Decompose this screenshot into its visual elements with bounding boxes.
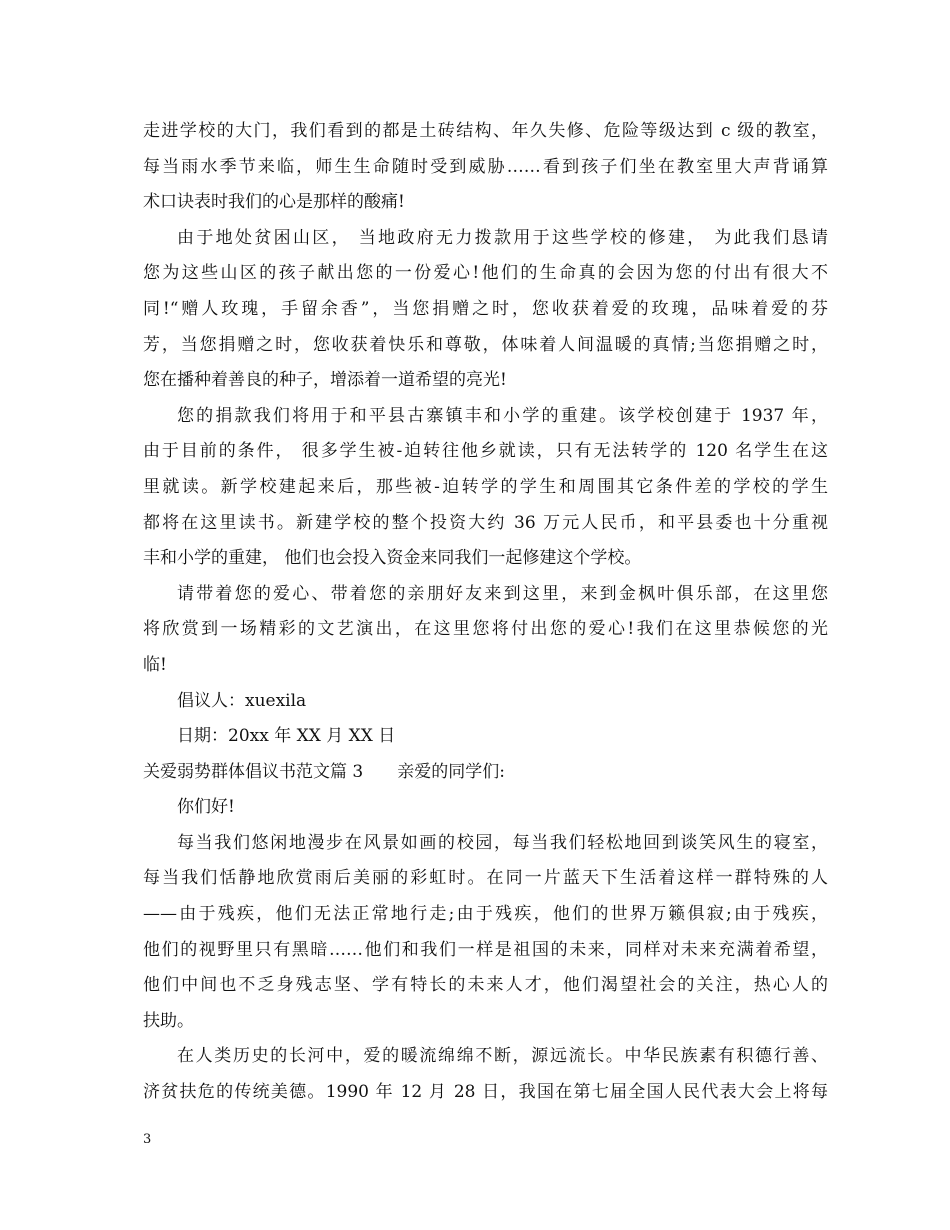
text-line: 您为这些山区的孩子献出您的一份爱心!他们的生命真的会因为您的付出有很大不	[143, 263, 828, 284]
text-line: 倡议人：xuexila	[177, 690, 307, 711]
text-line: 济贫扶危的传统美德。1990 年 12 月 28 日，我国在第七届全国人民代表大会上将每	[143, 1082, 828, 1103]
text-line: 你们好!	[177, 797, 235, 818]
text-line: ——由于残疾，他们无法正常地行走;由于残疾，他们的世界万籁俱寂;由于残疾，	[143, 904, 828, 925]
text-line: 扶助。	[143, 1010, 194, 1031]
text-line: 他们的视野里只有黑暗……他们和我们一样是祖国的未来，同样对未来充满着希望，	[143, 939, 828, 960]
text-line: 每当雨水季节来临，师生生命随时受到威胁……看到孩子们坐在教室里大声背诵算	[143, 156, 828, 177]
text-line: 他们中间也不乏身残志坚、学有特长的未来人才，他们渴望社会的关注，热心人的	[143, 975, 828, 996]
page-number: 3	[143, 1132, 152, 1147]
text-line: 芳，当您捐赠之时，您收获着快乐和尊敬，体味着人间温暖的真情;当您捐赠之时，	[143, 334, 828, 355]
text-line: 您的捐款我们将用于和平县古寨镇丰和小学的重建。该学校创建于 1937 年，	[177, 405, 828, 426]
text-line: 由于目前的条件， 很多学生被-迫转往他乡就读，只有无法转学的 120 名学生在这	[143, 441, 828, 462]
text-line: 里就读。新学校建起来后，那些被-迫转学的学生和周围其它条件差的学校的学生	[143, 476, 828, 497]
document-body	[143, 114, 828, 1111]
text-line: 都将在这里读书。新建学校的整个投资大约 36 万元人民币，和平县委也十分重视	[143, 512, 828, 533]
text-line: 关爱弱势群体倡议书范文篇 3 亲爱的同学们:	[143, 761, 505, 782]
text-line: 在人类历史的长河中，爱的暖流绵绵不断，源远流长。中华民族素有积德行善、	[177, 1046, 828, 1067]
text-line: 临!	[143, 654, 167, 675]
text-line: 走进学校的大门，我们看到的都是土砖结构、年久失修、危险等级达到 c 级的教室，	[143, 121, 828, 141]
text-line: 丰和小学的重建， 他们也会投入资金来同我们一起修建这个学校。	[143, 548, 642, 569]
text-line: 将欣赏到一场精彩的文艺演出，在这里您将付出您的爱心!我们在这里恭候您的光	[143, 619, 828, 640]
text-line: 术口诀表时我们的心是那样的酸痛!	[143, 192, 405, 213]
text-line: 请带着您的爱心、带着您的亲朋好友来到这里，来到金枫叶俱乐部，在这里您	[177, 583, 828, 604]
text-line: 每当我们恬静地欣赏雨后美丽的彩虹时。在同一片蓝天下生活着这样一群特殊的人	[143, 868, 828, 889]
text-line: 日期：20xx 年 XX 月 XX 日	[177, 726, 396, 747]
text-line: 由于地处贫困山区， 当地政府无力拨款用于这些学校的修建， 为此我们恳请	[177, 227, 828, 248]
text-line: 每当我们悠闲地漫步在风景如画的校园，每当我们轻松地回到谈笑风生的寝室，	[177, 832, 828, 853]
text-line: 您在播种着善良的种子，增添着一道希望的亮光!	[143, 370, 507, 391]
text-line: 同!“赠人玫瑰，手留余香”，当您捐赠之时，您收获着爱的玫瑰，品味着爱的芬	[143, 298, 828, 319]
